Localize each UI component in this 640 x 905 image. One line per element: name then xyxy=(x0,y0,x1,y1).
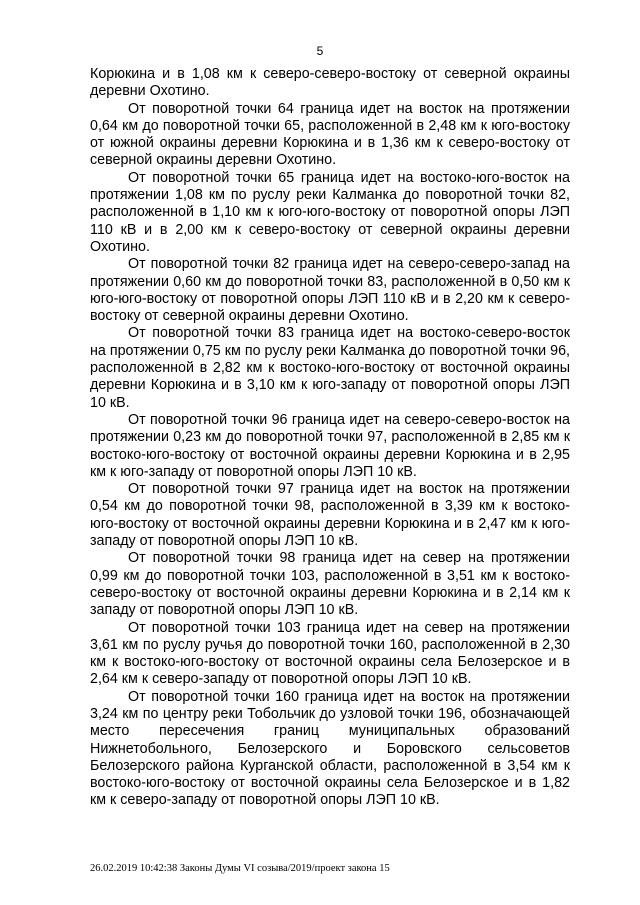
paragraph-point-98: От поворотной точки 98 граница идет на север на протяжении 0,99 км до поворотной точки 103, расположенной в 3,51 км к востоко-северо-востоку от восточной окраины деревни Корюкина и в 2,14 км к западу от поворотной опоры ЛЭП 10 кВ. xyxy=(90,550,570,619)
paragraph-point-82: От поворотной точки 82 граница идет на северо-северо-запад на протяжении 0,60 км до поворотной точки 83, расположенной в 0,50 км к юго-юго-востоку от поворотной опоры ЛЭП 110 кВ и в 2,20 км к северо-востоку от северной окраины деревни Охотино. xyxy=(90,256,570,325)
paragraph-point-83: От поворотной точки 83 граница идет на востоко-северо-восток на протяжении 0,75 км по руслу реки Калманка до поворотной точки 96, расположенной в 2,82 км к востоко-юго-востоку от восточной окраины деревни Корюкина и в 3,10 км к юго-западу от поворотной опоры ЛЭП 10 кВ. xyxy=(90,325,570,411)
paragraph-point-97: От поворотной точки 97 граница идет на восток на протяжении 0,54 км до поворотной точки 98, расположенной в 3,39 км к востоко-юго-востоку от восточной окраины деревни Корюкина и в 2,47 км к юго-западу от поворотной опоры ЛЭП 10 кВ. xyxy=(90,481,570,550)
paragraph-point-96: От поворотной точки 96 граница идет на северо-северо-восток на протяжении 0,23 км до поворотной точки 97, расположенной в 2,85 км к востоко-юго-востоку от восточной окраины деревни Корюкина и в 2,95 км к юго-западу от поворотной опоры ЛЭП 10 кВ. xyxy=(90,411,570,480)
paragraph-point-103: От поворотной точки 103 граница идет на север на протяжении 3,61 км по руслу ручья до поворотной точки 160, расположенной в 2,30 км к востоко-юго-востоку от восточной окраины села Белозерское и в 2,64 км к северо-западу от поворотной опоры ЛЭП 10 кВ. xyxy=(90,619,570,688)
paragraph-point-64: От поворотной точки 64 граница идет на восток на протяжении 0,64 км до поворотной точки 65, расположенной в 2,48 км к юго-востоку от южной окраины деревни Корюкина и в 1,36 км к северо-востоку от северной окраины деревни Охотино. xyxy=(90,100,570,169)
paragraph-point-65: От поворотной точки 65 граница идет на востоко-юго-восток на протяжении 1,08 км по руслу реки Калманка до поворотной точки 82, расположенной в 1,10 км к юго-юго-востоку от поворотной опоры ЛЭП 110 кВ и в 2,00 км к северо-востоку от северной окраины деревни Охотино. xyxy=(90,169,570,255)
document-footer: 26.02.2019 10:42:38 Законы Думы VI созыва/2019/проект закона 15 xyxy=(90,863,390,874)
paragraph-continuation: Корюкина и в 1,08 км к северо-северо-востоку от северной окраины деревни Охотино. xyxy=(90,66,570,100)
page-number: 5 xyxy=(316,44,324,58)
paragraph-point-160: От поворотной точки 160 граница идет на восток на протяжении 3,24 км по центру реки Тобольчик до узловой точки 196, обозначающей место пересечения границ муниципальных образований Нижнетобольного, Белозерского и Боровского сельсоветов Белозерского района Курганской области, расположенной в 3,54 км к востоко-юго-востоку от восточной окраины села Белозерское и в 1,82 км к северо-западу от поворотной опоры ЛЭП 10 кВ. xyxy=(90,688,570,809)
document-body xyxy=(90,66,570,810)
